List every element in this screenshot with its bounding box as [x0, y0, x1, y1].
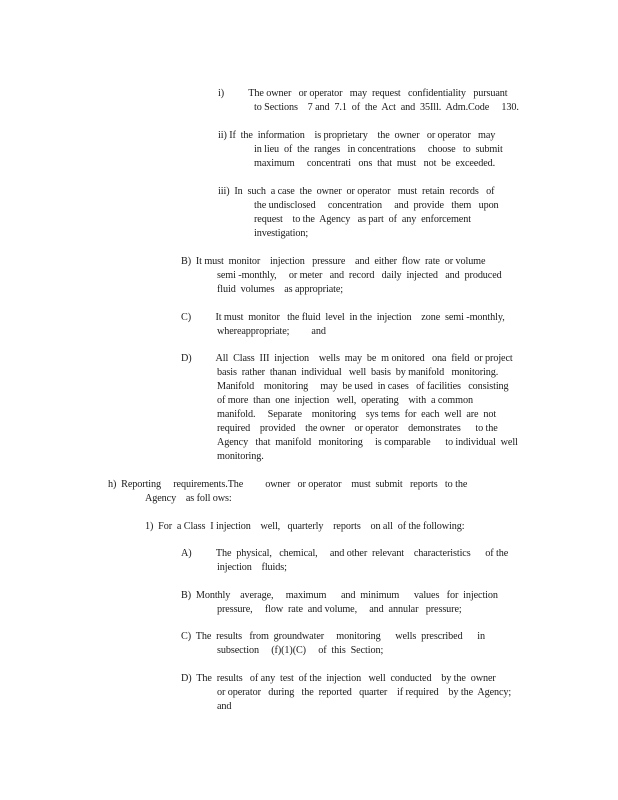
item-D2-line-2: or operator during the reported quarter if required by the Agency; [217, 687, 512, 698]
item-B2-line-2: pressure, flow rate and volume, and annular pressure; [217, 604, 462, 615]
item-D-line-4: of more than one injection well, operating with a common [217, 395, 473, 406]
item-i-line-1: i) The owner or operator may request confidentiality pursuant [218, 88, 508, 99]
item-A2-line-2: injection fluids; [217, 562, 287, 573]
item-D-line-3: Manifold monitoring may be used in cases of facilities consisting [217, 381, 509, 392]
item-D2-line-1: D) The results of any test of the injection well conducted by the owner [181, 673, 496, 684]
item-D-line-1: D) All Class III injection wells may be m onitored ona field or project [181, 353, 513, 364]
item-ii-line-2: in lieu of the ranges in concentrations choose to submit [254, 144, 503, 155]
item-D-line-5: manifold. Separate monitoring sys tems for each well are not [217, 409, 497, 420]
item-iii-line-4: investigation; [254, 228, 309, 239]
item-C-line-1: C) It must monitor the fluid level in the injection zone semi -monthly, [181, 312, 505, 323]
item-B-line-2: semi -monthly, or meter and record daily injected and produced [217, 270, 502, 281]
item-iii-line-1: iii) In such a case the owner or operator must retain records of [218, 186, 495, 197]
item-iii-line-3: request to the Agency as part of any enforcement [254, 214, 471, 225]
item-C-line-2: whereappropriate; and [217, 326, 326, 337]
item-B2-line-1: B) Monthly average, maximum and minimum values for injection [181, 590, 498, 601]
item-D-line-6: required provided the owner or operator demonstrates to the [217, 423, 498, 434]
section-h1-line-1: 1) For a Class I injection well, quarterly reports on all of the following: [145, 521, 465, 532]
section-h-line-2: Agency as foll ows: [145, 493, 232, 504]
item-B-line-1: B) It must monitor injection pressure and either flow rate or volume [181, 256, 486, 267]
item-C2-line-1: C) The results from groundwater monitoring wells prescribed in [181, 631, 485, 642]
item-B-line-3: fluid volumes as appropriate; [217, 284, 343, 295]
item-A2-line-1: A) The physical, chemical, and other relevant characteristics of the [181, 548, 509, 559]
item-ii-line-3: maximum concentrati ons that must not be exceeded. [254, 158, 496, 169]
item-D-line-2: basis rather thanan individual well basis by manifold monitoring. [217, 367, 499, 378]
item-ii-line-1: ii) If the information is proprietary the owner or operator may [218, 130, 496, 141]
item-D-line-8: monitoring. [217, 451, 264, 462]
item-i-line-2: to Sections 7 and 7.1 of the Act and 35Ill. Adm.Code 130. [254, 102, 519, 113]
item-C2-line-2: subsection (f)(1)(C) of this Section; [217, 645, 384, 656]
item-D2-line-3: and [217, 701, 232, 712]
item-iii-line-2: the undisclosed concentration and provide them upon [254, 200, 499, 211]
item-D-line-7: Agency that manifold monitoring is comparable to individual well [217, 437, 518, 448]
section-h-line-1: h) Reporting requirements.The owner or operator must submit reports to the [108, 479, 468, 490]
